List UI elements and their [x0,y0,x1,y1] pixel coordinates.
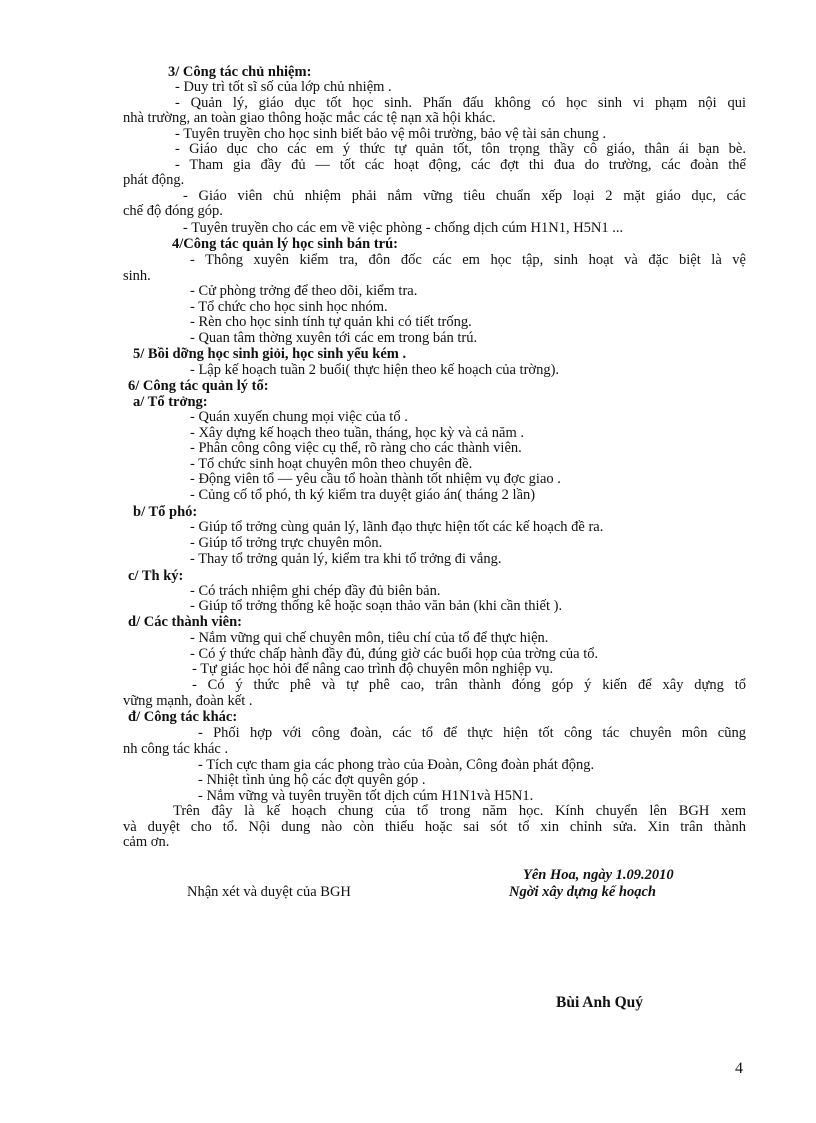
signature-date: Yên Hoa, ngày 1.09.2010 [523,867,674,883]
text-line: - Phân công công việc cụ thể, rõ ràng cho các thành viên. [190,440,522,456]
text-line: - Thay tổ trởng quản lý, kiểm tra khi tổ trởng đi vắng. [190,551,502,567]
text-line: - Tổ chức sinh hoạt chuyên môn theo chuyên đề. [190,456,473,472]
section-6-title: 6/ Công tác quản lý tổ: [128,378,269,394]
subsection-title: c/ Th ký: [128,568,184,584]
approval-label: Nhận xét và duyệt của BGH [187,884,351,900]
text-line: - Nắm vững và tuyên truyền tốt dịch cúm H1N1và H5N1. [198,788,534,804]
text-line: - Giáo viên chủ nhiệm phải nắm vững tiêu chuẩn xếp loại 2 mặt giáo dục, các [183,188,746,204]
text-line: - Tuyên truyền cho các em về việc phòng - chống dịch cúm H1N1, H5N1 ... [183,220,624,236]
section-4-title: 4/Công tác quản lý học sinh bán trú: [172,236,399,252]
text-line: - Nhiệt tình ủng hộ các đợt quyên góp . [198,772,426,788]
text-line: - Quán xuyến chung mọi việc của tổ . [190,409,408,425]
text-line: - Tham gia đầy đủ — tốt các hoạt động, các đợt thi đua do trường, các đoàn thể [175,157,746,173]
text-line: - Nắm vững qui chế chuyên môn, tiêu chí của tổ để thực hiện. [190,630,549,646]
text-line: nh công tác khác . [123,741,229,757]
text-line: - Xây dựng kế hoạch theo tuần, tháng, học kỳ và cả năm . [190,425,525,441]
text-line: - Tích cực tham gia các phong trào của Đoàn, Công đoàn phát động. [198,757,595,773]
closing-text: và duyệt cho tổ. Nội dung nào còn thiếu hoặc sai sót tổ xin chỉnh sửa. Xin trân thành [123,819,746,835]
text-line: - Giúp tổ trởng trực chuyên môn. [190,535,383,551]
text-line: - Giúp tổ trởng cùng quản lý, lãnh đạo thực hiện tốt các kế hoạch đề ra. [190,519,604,535]
text-line: - Rèn cho học sinh tính tự quản khi có tiết trống. [190,314,472,330]
signature-role: Ngời xây dựng kế hoạch [509,884,656,900]
text-line: - Có trách nhiệm ghi chép đầy đủ biên bản. [190,583,441,599]
text-line: nhà trường, an toàn giao thông hoặc mắc các tệ nạn xã hội khác. [123,110,496,126]
section-5-title: 5/ Bồi dỡng học sinh giỏi, học sinh yếu kém . [133,346,407,362]
text-line: - Duy trì tốt sĩ số của lớp chủ nhiệm . [175,79,392,95]
text-line: - Quan tâm thờng xuyên tới các em trong bán trú. [190,330,478,346]
text-line: - Phối hợp với công đoàn, các tổ để thực hiện tốt công tác chuyên môn cũng [198,725,746,741]
text-line: chế độ đóng góp. [123,203,223,219]
text-line: - Tự giác học hỏi để nâng cao trình độ chuyên môn nghiệp vụ. [192,661,554,677]
text-line: - Động viên tổ — yêu cầu tổ hoàn thành tốt nhiệm vụ đợc giao . [190,471,561,487]
text-line: - Củng cố tổ phó, th ký kiểm tra duyệt giáo án( tháng 2 lần) [190,487,536,503]
subsection-title: đ/ Công tác khác: [128,709,238,725]
text-line: sinh. [123,268,151,284]
page-number: 4 [735,1060,743,1077]
text-line: - Lập kế hoạch tuần 2 buổi( thực hiện theo kế hoạch của trờng). [190,362,560,378]
text-line: - Tuyên truyền cho học sinh biết bảo vệ môi trường, bảo vệ tài sản chung . [175,126,607,142]
text-line: vững mạnh, đoàn kết . [123,693,253,709]
text-line: - Thông xuyên kiểm tra, đôn đốc các em học tập, sinh hoạt và đặc biệt là vệ [190,252,746,268]
text-line: - Giúp tổ trởng thống kê hoặc soạn thảo văn bản (khi cần thiết ). [190,598,563,614]
text-line: - Có ý thức phê và tự phê cao, trân thành đóng góp ý kiến để xây dựng tổ [192,677,746,693]
closing-text: cảm ơn. [123,834,170,850]
section-3-title: 3/ Công tác chủ nhiệm: [168,64,312,80]
subsection-title: b/ Tổ phó: [133,504,198,520]
signature-name: Bùi Anh Quý [556,994,644,1011]
text-line: - Tổ chức cho học sinh học nhóm. [190,299,388,315]
text-line: - Cử phòng trởng để theo dõi, kiểm tra. [190,283,418,299]
text-line: - Giáo dục cho các em ý thức tự quản tốt, tôn trọng thầy cô giáo, thân ái bạn bè. [175,141,746,157]
subsection-title: a/ Tổ trởng: [133,394,208,410]
text-line: - Có ý thức chấp hành đầy đủ, đúng giờ các buổi họp của trờng của tổ. [190,646,599,662]
subsection-title: d/ Các thành viên: [128,614,243,630]
closing-text: Trên đây là kế hoạch chung của tổ trong năm học. Kính chuyển lên BGH xem [173,803,746,819]
text-line: - Quản lý, giáo dục tốt học sinh. Phấn đấu không có học sinh vi phạm nội qui [175,95,746,111]
text-line: phát động. [123,172,185,188]
